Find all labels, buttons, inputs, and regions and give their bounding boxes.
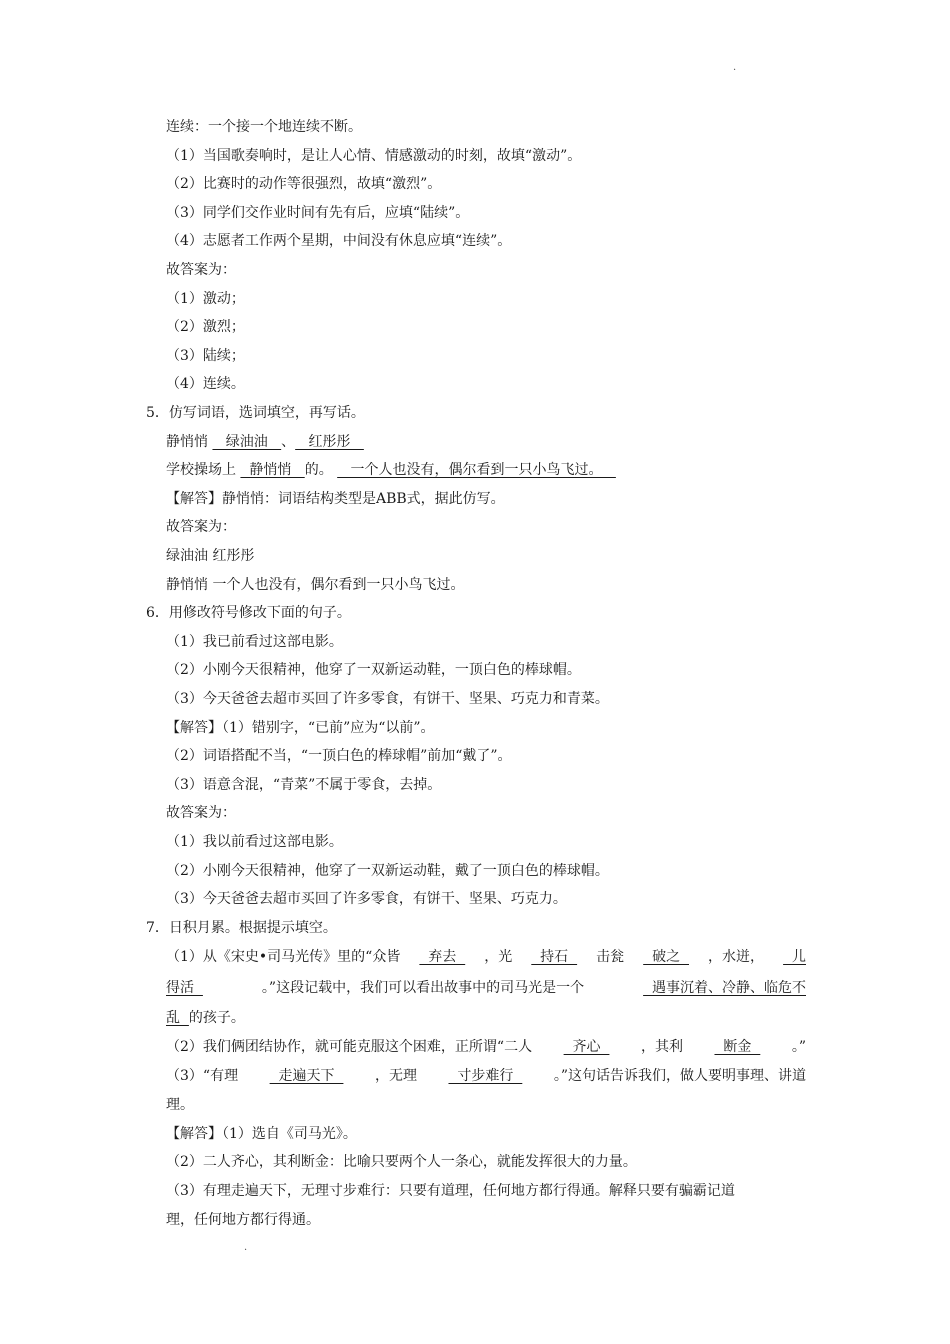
- blank: 断金: [714, 1039, 761, 1055]
- text-line: 连续：一个接一个地连续不断。: [166, 119, 362, 135]
- blank: 破之: [643, 949, 689, 965]
- question-5-title: 5．仿写词语，选词填空，再写话。: [146, 405, 365, 421]
- question-7-title: 7．日积月累。根据提示填空。: [146, 920, 337, 936]
- question-6-title: 6．用修改符号修改下面的句子。: [146, 605, 351, 621]
- q5-line-b: 学校操场上 静悄悄 的。 一个人也没有，偶尔看到一只小鸟飞过。: [166, 462, 616, 478]
- blank: 绿油油: [212, 434, 282, 450]
- answer-label: 故答案为：: [166, 805, 236, 821]
- text-line: （2）小刚今天很精神，他穿了一双新运动鞋，戴了一顶白色的棒球帽。: [166, 863, 609, 879]
- blank: 走遍天下: [269, 1068, 344, 1084]
- text-line: 静悄悄 一个人也没有，偶尔看到一只小鸟飞过。: [166, 577, 465, 593]
- q7-analysis: 【解答】（1）选自《司马光》。: [166, 1126, 357, 1142]
- blank: 寸步难行: [448, 1068, 523, 1084]
- q7-line-5: （3）“有理 走遍天下 ，无理 寸步难行 。”这句话告诉我们，做人要明事理、讲道: [166, 1068, 806, 1084]
- blank: 乱: [166, 1010, 189, 1026]
- answer-label: 故答案为：: [166, 262, 236, 278]
- text-line: 绿油油 红彤彤: [166, 548, 255, 564]
- blank: 静悄悄: [240, 462, 305, 478]
- q5-line-a: 静悄悄 绿油油 、 红彤彤: [166, 434, 364, 450]
- text-line: （4）连续。: [166, 376, 245, 392]
- blank: 一个人也没有，偶尔看到一只小鸟飞过。: [337, 462, 616, 478]
- answer-label: 故答案为：: [166, 519, 236, 535]
- text-line: （2）二人齐心，其利断金：比喻只要两个人一条心，就能发挥很大的力量。: [166, 1154, 637, 1170]
- text-line: （1）我已前看过这部电影。: [166, 634, 343, 650]
- text-line: （3）有理走遍天下，无理寸步难行：只要有道理，任何地方都行得通。解释只要有骗霸记道: [166, 1183, 735, 1199]
- q5-analysis: 【解答】静悄悄：词语结构类型是ABB式，据此仿写。: [166, 491, 505, 507]
- q7-line-1: （1）从《宋史•司马光传》里的“众皆 弃去 ，光 持石 击瓮 破之 ，水迸， 儿: [166, 949, 806, 965]
- page-mark-bottom: ·: [244, 1245, 248, 1256]
- q7-line-2: 得活 。”这段记载中，我们可以看出故事中的司马光是一个 遇事沉着、冷静、临危不: [166, 980, 806, 996]
- page-mark-top: ·: [733, 65, 737, 76]
- text-line: （2）小刚今天很精神，他穿了一双新运动鞋，一顶白色的棒球帽。: [166, 662, 581, 678]
- text-line: （2）词语搭配不当，“一顶白色的棒球帽”前加“戴了”。: [166, 748, 512, 764]
- text-line: （3）同学们交作业时间有先有后，应填“陆续”。: [166, 205, 470, 221]
- blank: 得活: [166, 980, 203, 996]
- text-line: （1）我以前看过这部电影。: [166, 834, 343, 850]
- q6-analysis: 【解答】（1）错别字，“已前”应为“以前”。: [166, 720, 435, 736]
- blank: 遇事沉着、冷静、临危不: [643, 980, 806, 996]
- text-line: （3）语意含混，“青菜”不属于零食，去掉。: [166, 777, 442, 793]
- text-line: 理，任何地方都行得通。: [166, 1212, 320, 1228]
- q7-line-4: （2）我们俩团结协作，就可能克服这个困难，正所谓“二人 齐心 ，其利 断金 。”: [166, 1039, 806, 1055]
- text-line: （3）今天爸爸去超市买回了许多零食，有饼干、坚果、巧克力。: [166, 891, 567, 907]
- blank: 儿: [783, 949, 806, 965]
- blank: 红彤彤: [295, 434, 364, 450]
- blank: 弃去: [419, 949, 466, 965]
- text-line: （2）激烈；: [166, 319, 245, 335]
- q7-line-3: 乱 的孩子。: [166, 1010, 245, 1026]
- text-line: （2）比赛时的动作等很强烈，故填“激烈”。: [166, 176, 442, 192]
- text-line: （1）激动；: [166, 291, 245, 307]
- text-line: （1）当国歌奏响时，是让人心情、情感激动的时刻，故填“激动”。: [166, 148, 582, 164]
- text-line: （3）陆续；: [166, 348, 245, 364]
- text-line: 理。: [166, 1097, 194, 1113]
- blank: 持石: [531, 949, 578, 965]
- text-line: （4）志愿者工作两个星期，中间没有休息应填“连续”。: [166, 233, 512, 249]
- text-line: （3）今天爸爸去超市买回了许多零食，有饼干、坚果、巧克力和青菜。: [166, 691, 609, 707]
- blank: 齐心: [563, 1039, 610, 1055]
